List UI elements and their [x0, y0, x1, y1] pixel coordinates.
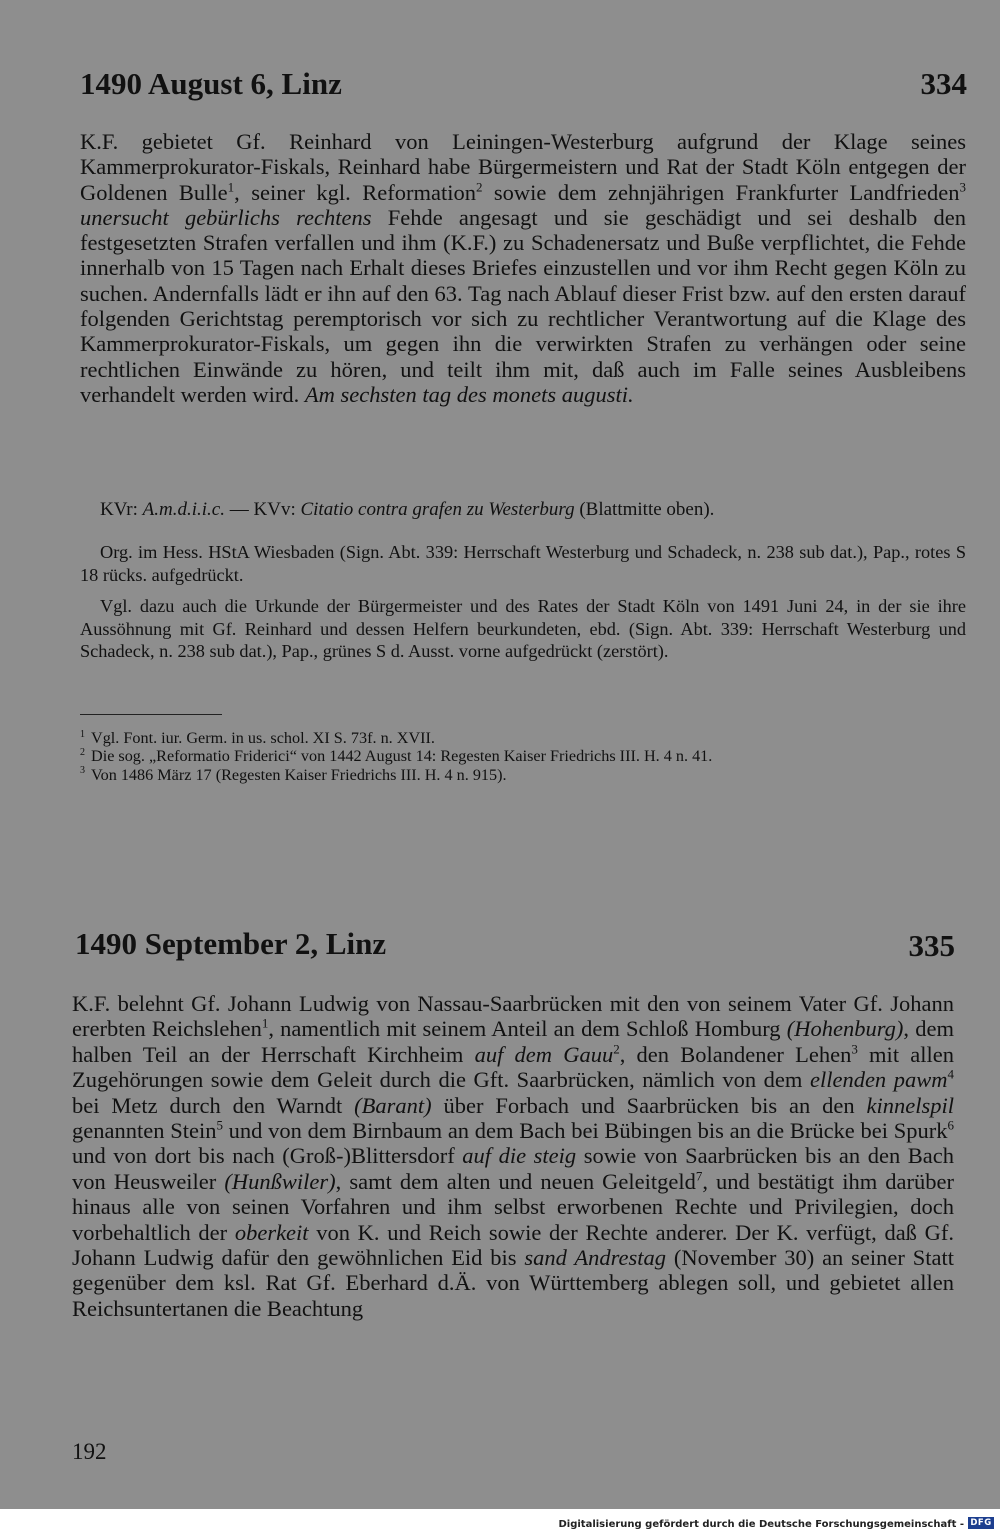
comparison-note: Vgl. dazu auch die Urkunde der Bürgermeister und des Rates der Stadt Köln von 1491 Juni 24, in der sie ihre Aussöhnung mit Gf. Reinhard und dessen Helfern beurkundeten, ebd. (Sign. Abt. 339: Herrschaft Westerburg und Schadeck, n. 238 sub dat.), Pap., grünes S d. Ausst. vorne aufgedrückt (zerstört). [80, 596, 966, 662]
entry-number: 335 [908, 928, 955, 963]
footnote-divider [80, 714, 222, 715]
entry-heading: 1490 September 2, Linz [75, 926, 387, 961]
page-number: 192 [72, 1439, 107, 1464]
footnote-1: $^1$ Vgl. Font. iur. Germ. in us. schol. XI S. 73f. n. XVII. [80, 728, 435, 747]
entry-heading: 1490 August 6, Linz [80, 66, 342, 101]
entry-number: 334 [920, 66, 967, 101]
footnotes [80, 729, 966, 784]
funding-credit: Digitalisierung gefördert durch die Deutsche Forschungsgemeinschaft - [558, 1519, 964, 1530]
footnote-3: $^3$ Von 1486 März 17 (Regesten Kaiser Friedrichs III. H. 4 n. 915). [80, 765, 507, 784]
source-note: Org. im Hess. HStA Wiesbaden (Sign. Abt. 339: Herrschaft Westerburg und Schadeck, n. 238 sub dat.), Pap., rotes S 18 rücks. aufgedrückt. [80, 542, 966, 585]
footnote-2: $^2$ Die sog. „Reformatio Friderici“ von 1442 August 14: Regesten Kaiser Friedrichs III. H. 4 n. 41. [80, 746, 713, 766]
endorsement-line: KVr: A.m.d.i.i.c. — KVv: Citatio contra grafen zu Westerburg (Blattmitte oben). [100, 499, 715, 520]
dfg-logo: DFG [968, 1517, 994, 1529]
entry-regest: K.F. gebietet Gf. Reinhard von Leiningen-Westerburg aufgrund der Klage seines Kammerprokurator-Fiskals, Reinhard habe Bürgermeistern und Rat der Stadt Köln entgegen der Goldenen Bulle$^1$, seiner kgl. Reformation$^2$ sowie dem zehnjährigen Frankfurter Landfrieden$^3$ unersucht gebürlichs rechtens Fehde angesagt und sie geschädigt und sei deshalb den festgesetzten Strafen verfallen und ihm (K.F.) zu Schadenersatz und Buße verpflichtet, die Fehde innerhalb von 15 Tagen nach Erhalt dieses Briefes einzustellen und vor ihm Recht gegen Köln zu suchen. Andernfalls lädt er ihn auf den 63. Tag nach Ablauf dieser Frist bzw. auf den ersten darauf folgenden Gerichtstag peremptorisch vor sich zu rechtlicher Verantwortung auf die Klage des Kammerprokurator-Fiskals, um gegen ihn die verwirkten Strafen zu verhängen oder seine rechtlichen Einwände zu hören, und teilt ihm mit, daß auch im Falle seines Ausbleibens verhandelt werden wird. Am sechsten tag des monets augusti. [80, 129, 966, 407]
entry-regest: K.F. belehnt Gf. Johann Ludwig von Nassau-Saarbrücken mit den von seinem Vater Gf. Johann ererbten Reichslehen$^1$, namentlich mit seinem Anteil an dem Schloß Homburg (Hohenburg), dem halben Teil an der Herrschaft Kirchheim auf dem Gauu$^2$, den Bolandener Lehen$^3$ mit allen Zugehörungen sowie dem Geleit durch die Gft. Saarbrücken, nämlich von dem ellenden pawm$^4$ bei Metz durch den Warndt (Barant) über Forbach und Saarbrücken bis an den kinnelspil genannten Stein$^5$ und von dem Birnbaum an dem Bach bei Bübingen bis an die Brücke bei Spurk$^6$ und von dort bis nach (Groß-)Blittersdorf auf die steig sowie von Saarbrücken bis an den Bach von Heusweiler (Hunßwiler), samt dem alten und neuen Geleitgeld$^7$, und bestätigt ihm darüber hinaus alle von seinen Vorfahren und ihm selbst erworbenen Rechte und Privilegien, doch vorbehaltlich der oberkeit von K. und Reich sowie der Rechte anderer. Der K. verfügt, daß Gf. Johann Ludwig dafür den gewöhnlichen Eid bis sand Andrestag (November 30) an seiner Statt gegenüber dem ksl. Rat Gf. Eberhard d.Ä. von Württemberg ablegen soll, und gebietet allen Reichsuntertanen die Beachtung [72, 991, 954, 1321]
